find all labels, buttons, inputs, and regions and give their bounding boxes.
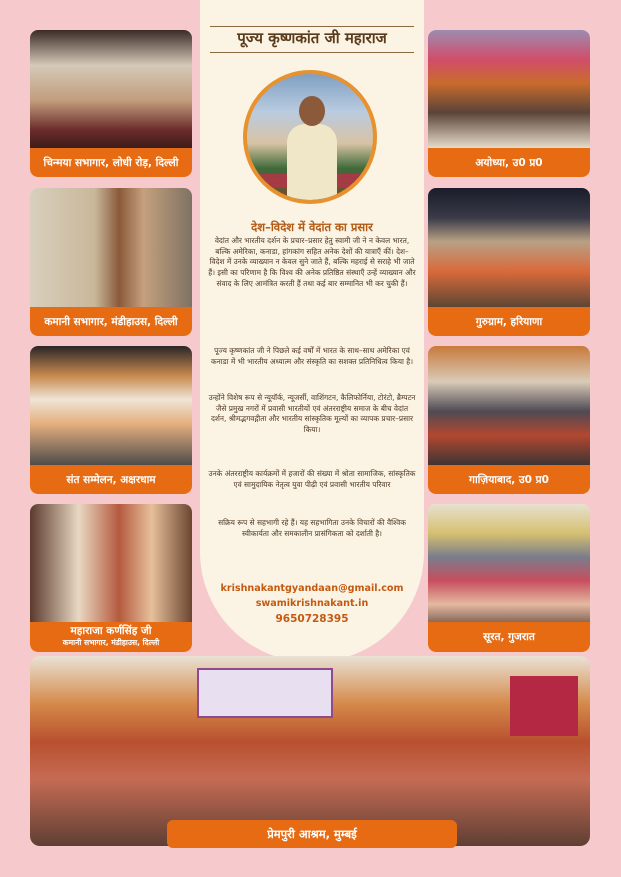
photo-caption: चिन्मया सभागार, लोधी रोड़, दिल्ली (30, 148, 192, 177)
photo-caption: सूरत, गुजरात (428, 622, 590, 652)
paragraph: वेदांत और भारतीय दर्शन के प्रचार–प्रसार हेतु स्वामी जी ने न केवल भारत, बल्कि अमेरिका, कनाडा, हांगकांग सहित अनेक देशों की यात्राएँ कीं। देश–विदेश में उनके व्याख्यान न केवल सुने जाते हैं, बल्कि महराई से सराहे भी जाते हैं। इसी का परिणाम है कि विश्व की अनेक प्रतिष्ठित संस्थाएँ उन्हें व्याख्यान और संवाद के लिए आमंत्रित करती हैं तथा कई बार सम्मानित भी कर चुकी हैं। (208, 236, 416, 288)
photo-card (428, 30, 590, 177)
photo-card (30, 504, 192, 652)
photo-card (428, 346, 590, 494)
bottom-photo (30, 656, 590, 846)
title-divider-top (210, 26, 414, 27)
photo-caption: गुरुग्राम, हरियाणा (428, 307, 590, 336)
section-heading: देश–विदेश में वेदांत का प्रसार (251, 220, 373, 234)
photo-card (428, 504, 590, 652)
page-title: पूज्य कृष्णकांत जी महाराज (237, 29, 387, 47)
photo-caption (30, 622, 192, 652)
bottom-caption: प्रेमपुरी आश्रम, मुम्बई (167, 820, 457, 848)
event-photo (428, 504, 590, 622)
curtain-window (510, 676, 578, 736)
paragraph: सक्रिय रूप से सहभागी रहे हैं। यह सहभागिता उनके विचारों की वैश्विक स्वीकार्यता और समकालीन प्रासंगिकता को दर्शाती है। (218, 518, 406, 538)
paragraph: उन्होंने विशेष रूप से न्यूयॉर्क, न्यूजर्सी, वाशिंगटन, कैलिफोर्निया, टोरंटो, ब्रैम्पटन जैसे प्रमुख नगरों में प्रवासी भारतीयों एवं अंतरराष्ट्रीय समाज के बीच वेदांत दर्शन, श्रीमद्भगवद्गीता और भारतीय सांस्कृतिक मूल्यों का व्यापक प्रचार–प्रसार किया। (208, 393, 416, 435)
paragraph: पूज्य कृष्णकांत जी ने पिछले कई वर्षों में भारत के साथ–साथ अमेरिका एवं कनाडा में भी भारतीय अध्यात्म और संस्कृति का सशक्त प्रतिनिधित्व किया है। (210, 346, 414, 366)
website-text: swamikrishnakant.in (255, 598, 369, 609)
photo-caption: कमानी सभागार, मंडीहाउस, दिल्ली (30, 307, 192, 336)
stage-banner (197, 668, 333, 718)
event-photo (30, 346, 192, 465)
person-head (299, 96, 325, 126)
caption-line: महाराजा कर्णसिंह जी (70, 625, 152, 637)
email-text: krishnakantgyandaan@gmail.com (220, 583, 404, 594)
photo-card (30, 346, 192, 494)
photo-caption: अयोध्या, उ0 प्र0 (428, 148, 590, 177)
event-photo (30, 30, 192, 148)
paragraph: उनके अंतरराष्ट्रीय कार्यक्रमों में हजारों की संख्या में श्रोता सामाजिक, सांस्कृतिक एवं सामुदायिक नेतृत्व युवा पीढ़ी एवं प्रवासी भारतीय परिवार (208, 469, 416, 489)
caption-line: कमानी सभागार, मंडीहाउस, दिल्ली (62, 638, 160, 647)
title-divider-bottom (210, 52, 414, 53)
photo-caption: संत सम्मेलन, अक्षरधाम (30, 465, 192, 494)
photo-card (30, 30, 192, 177)
phone-text: 9650728395 (275, 613, 349, 625)
photo-card (30, 188, 192, 336)
event-photo (428, 188, 590, 307)
person-body (287, 124, 337, 204)
portrait-photo (243, 70, 377, 204)
event-photo (30, 188, 192, 307)
photo-card (428, 188, 590, 336)
photo-caption: गाज़ियाबाद, उ0 प्र0 (428, 465, 590, 494)
event-photo (428, 30, 590, 148)
event-photo (30, 504, 192, 622)
event-photo (428, 346, 590, 465)
